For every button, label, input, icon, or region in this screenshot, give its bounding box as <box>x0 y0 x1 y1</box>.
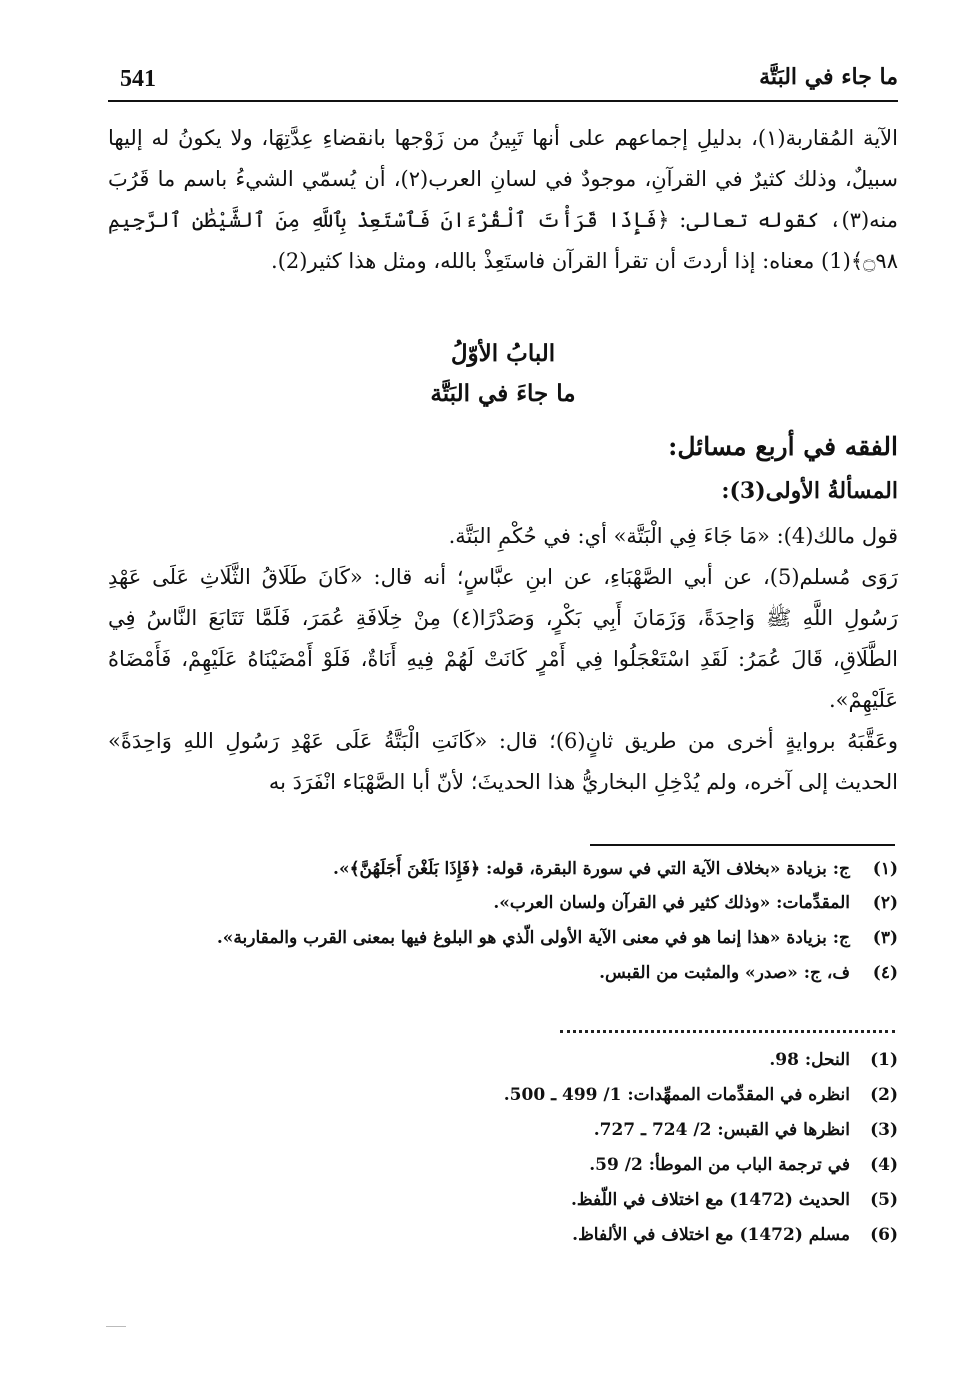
main-text <box>108 516 898 803</box>
footnote-text: انظره في المقدِّمات الممهِّدات: 1/ 499 ـ 500. <box>503 1085 850 1105</box>
page-header <box>108 62 898 102</box>
chapter-title: البابُ الأوّلُ <box>450 340 556 367</box>
header-rule <box>108 100 898 102</box>
footnote-separator <box>590 844 895 846</box>
footnote-marker: (2) <box>870 1085 898 1105</box>
footnote-marker: (٤) <box>872 963 898 983</box>
footnote-marker: (3) <box>870 1120 898 1140</box>
footnote-item <box>108 1120 898 1155</box>
footnote-text: ف، ج: «صدر» والمثبت من القبس. <box>599 963 850 983</box>
dotted-separator <box>560 1030 895 1033</box>
intro-paragraph: الآية المُقاربة(١)، بدليلِ إجماعهم على أنها تَبِينُ من زَوْجها بانقضاءِ عِدَّتِهَا، ولا يكونُ له إليها سبيلٌ، وذلك كثيرٌ في القرآنِ، موجودٌ في لسانِ العرب(٢)، أن يُسمّي الشيءُ باسم ما قَرُبَ منه(٣)، كقوله تعالى: ﴿فَإِذَا قَرَأْتَ ٱلْقُرْءَانَ فَٱسْتَعِذْ بِٱللَّهِ مِنَ ٱلشَّيْطَٰنِ ٱلرَّجِيمِ ۝٩٨﴾(1) معناه: إذا أردتَ أن تقرأ القرآن فاستَعِذْ بالله، ومثل هذا كثير(2). <box>108 126 898 273</box>
footnote-text: النحل: 98. <box>769 1050 850 1070</box>
footnote-marker: (٣) <box>872 928 898 948</box>
footnote-marker: (٢) <box>872 893 898 913</box>
footnote-marker: (6) <box>870 1225 898 1245</box>
paragraph-malik: قول مالك(4): «مَا جَاءَ فِي الْبَتَّة» أي: في حُكْمِ البَتَّة. <box>448 524 898 548</box>
footnote-item <box>108 928 898 963</box>
paragraph-muslim: رَوَى مُسلم(5)، عن أبي الصَّهْبَاءِ، عن ابنِ عبَّاسٍ؛ أنه قال: «كَانَ طَلَاقُ الثَّلَاثِ عَلَى عَهْدِ رَسُولِ اللَّهِ ﷺ وَاحِدَةً، وَزَمَانَ أَبِي بَكْرٍ، وَصَدْرًا(٤) مِنْ خِلَافَةِ عُمَرَ، فَلَمَّا تَتَابَعَ النَّاسُ فِي الطَّلَاقِ، قَالَ عُمَرُ: لَقَدِ اسْتَعْجَلُوا فِي أَمْرٍ كَانَتْ لَهُمْ فِيهِ أَنَاةٌ، فَلَوْ أَمْضَيْنَاهُ عَلَيْهِمْ، فَأَمْضَاهُ عَلَيْهِمْ». <box>108 565 898 712</box>
footnote-item <box>108 1085 898 1120</box>
footnote-marker: (4) <box>870 1155 898 1175</box>
section-heading: الفقه في أربع مسائل: <box>668 432 898 461</box>
running-head: ما جاء في البَتَّة <box>759 64 898 90</box>
variant-footnotes <box>108 858 898 998</box>
footnote-item <box>108 858 898 893</box>
footnote-text: الحديث (1472) مع اختلاف في اللّفظ. <box>571 1190 850 1210</box>
footnote-marker: (5) <box>870 1190 898 1210</box>
footnote-text: انظرها في القبس: 2/ 724 ـ 727. <box>593 1120 850 1140</box>
issue-heading: المسألةُ الأولى(3): <box>721 478 898 504</box>
paragraph-second-narration: وعَقَّبَهُ بروايةٍ أخرى من طريق ثانٍ(6)؛ قال: «كَانَتِ الْبَتَّةُ عَلَى عَهْدِ رَسُولِ اللهِ وَاحِدَةً» الحديث إلى آخره، ولم يُدْخِلِ البخاريُّ هذا الحديثَ؛ لأنّ أبا الصَّهْبَاء انْفَرَدَ به <box>108 729 898 794</box>
page-number: 541 <box>120 66 156 92</box>
scan-mark <box>106 1326 126 1327</box>
footnote-marker: (١) <box>872 859 898 879</box>
footnote-item <box>108 893 898 928</box>
footnote-text: المقدِّمات: «وذلك كثير في القرآن ولسان العرب». <box>493 893 850 913</box>
footnote-text: ج: بزيادة «هذا إنما هو في معنى الآية الأولى الّذي هو البلوغ فيها بمعنى القرب والمقاربة». <box>216 928 850 948</box>
footnote-item <box>108 963 898 998</box>
footnote-item <box>108 1155 898 1190</box>
footnote-item <box>108 1225 898 1260</box>
footnote-item <box>108 1190 898 1225</box>
footnote-item <box>108 1050 898 1085</box>
footnote-text: مسلم (1472) مع اختلاف في الألفاظ. <box>572 1225 850 1245</box>
chapter-subtitle: ما جاءَ في البَتَّة <box>430 380 576 407</box>
footnote-text: في ترجمة الباب من الموطأ: 2/ 59. <box>589 1155 850 1175</box>
editor-footnotes <box>108 1050 898 1260</box>
footnote-marker: (1) <box>870 1050 898 1070</box>
footnote-text: ج: بزيادة «بخلاف الآية التي في سورة البقرة، قوله: ﴿فَإِذَا بَلَغْنَ أَجَلَهُنَّ﴾». <box>333 859 850 879</box>
